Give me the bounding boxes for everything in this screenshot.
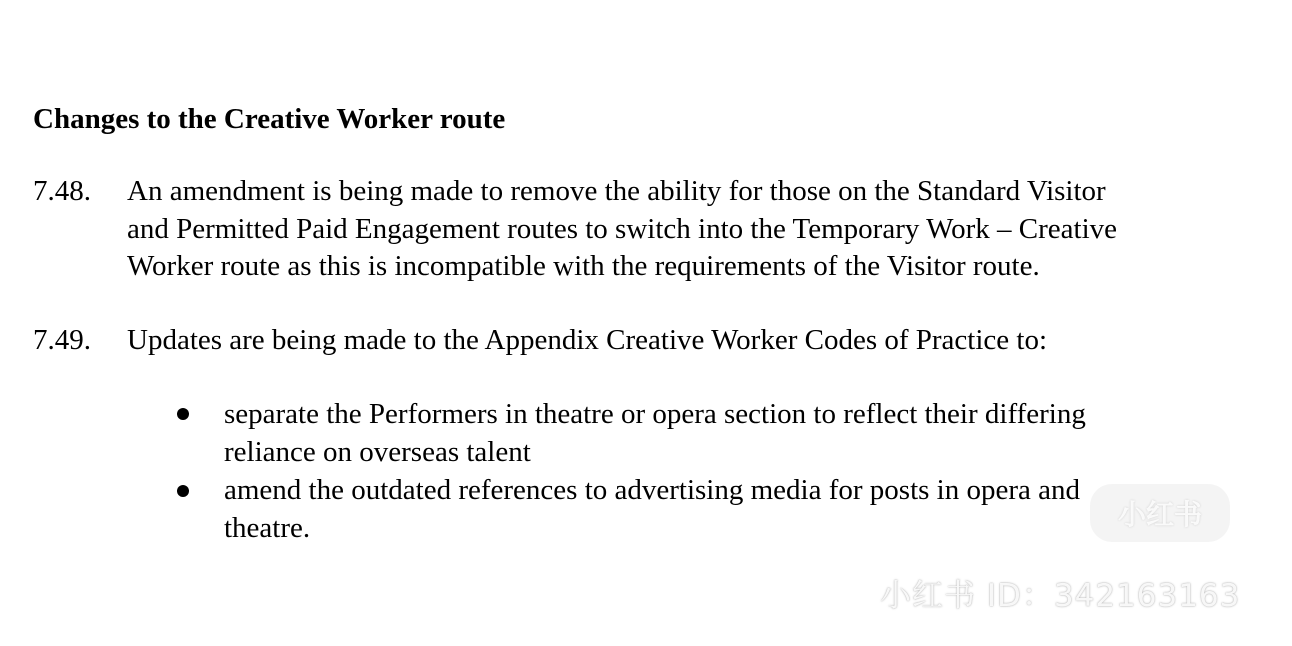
paragraph-text	[127, 173, 1237, 286]
bullet-dot	[177, 408, 189, 420]
bullet-text	[224, 396, 1086, 471]
bullet-line: theatre.	[224, 511, 311, 544]
watermark-id: 小红书 ID：342163163	[880, 578, 1241, 614]
paragraph-number: 7.48.	[33, 175, 91, 207]
paragraph-line: and Permitted Paid Engagement routes to switch into the Temporary Work – Creative	[127, 212, 1118, 245]
bullet-text	[224, 472, 1080, 547]
paragraph-text	[127, 322, 1237, 360]
bullet-line: separate the Performers in theatre or opera section to reflect their differing	[224, 398, 1086, 430]
bullet-dot	[177, 485, 189, 497]
paragraph-line: An amendment is being made to remove the ability for those on the Standard Visitor	[127, 175, 1106, 207]
paragraph-line: Updates are being made to the Appendix Creative Worker Codes of Practice to:	[127, 324, 1048, 356]
bullet-line: reliance on overseas talent	[224, 435, 531, 468]
bullet-line: amend the outdated references to advertising media for posts in opera and	[224, 474, 1080, 506]
section-heading: Changes to the Creative Worker route	[33, 103, 506, 135]
paragraph-line: Worker route as this is incompatible with the requirements of the Visitor route.	[127, 250, 1040, 282]
watermark-logo: 小红书	[1090, 484, 1230, 542]
paragraph-number: 7.49.	[33, 324, 91, 356]
